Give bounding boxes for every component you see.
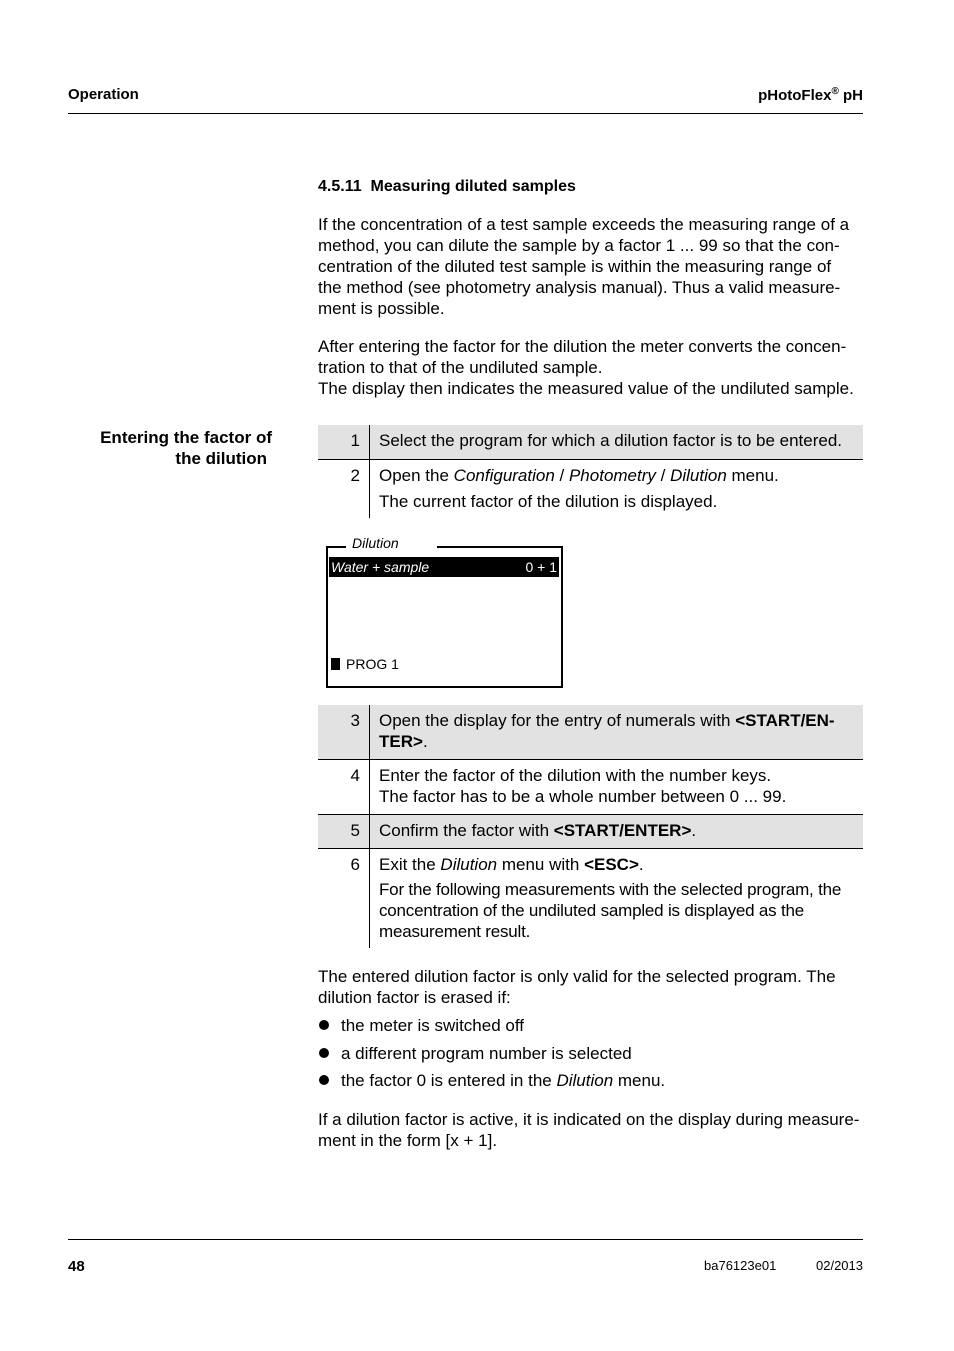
header-product-name: [758, 86, 863, 104]
text-line: dilution factor is erased if:: [318, 988, 511, 1007]
intro-paragraph-1: [318, 214, 849, 319]
step-number: 6: [318, 848, 370, 948]
header-rule: [68, 113, 863, 114]
bullet-icon: [319, 1075, 329, 1085]
step-text: [370, 459, 864, 518]
text-run: menu.: [613, 1071, 666, 1090]
program-label: PROG 1: [346, 656, 399, 672]
key-name: <START/EN-: [735, 711, 835, 730]
list-item-text: a different program number is selected: [341, 1043, 632, 1063]
header-section-label: Operation: [68, 86, 139, 103]
text-run: /: [554, 465, 569, 485]
bullet-icon: [319, 1048, 329, 1058]
step-text: [370, 814, 864, 848]
step-text: Select the program for which a dilution factor is to be entered.: [379, 431, 843, 450]
erase-conditions-list: [318, 1015, 665, 1098]
step-row: [318, 705, 863, 759]
active-factor-paragraph: [318, 1109, 859, 1151]
steps-table-b: [318, 705, 863, 948]
intro-paragraph-2: [318, 336, 854, 399]
step-text: [370, 848, 864, 948]
text-line: method, you can dilute the sample by a factor 1 ... 99 so that the con-: [318, 236, 840, 255]
list-item: [318, 1070, 665, 1098]
text-line: centration of the diluted test sample is within the measuring range of: [318, 257, 832, 276]
registered-mark: ®: [831, 86, 839, 97]
menu-name: Dilution: [670, 465, 727, 485]
dilution-display: [326, 535, 563, 688]
text-line: If the concentration of a test sample exceeds the measuring range of a: [318, 215, 850, 234]
step-number: 2: [318, 459, 370, 518]
text-run: Confirm the factor with: [379, 820, 554, 840]
text-run: .: [691, 820, 697, 840]
step-text: [370, 705, 864, 759]
text-run: /: [655, 465, 671, 485]
side-heading-line: the dilution: [175, 449, 267, 468]
footer-rule: [68, 1239, 863, 1240]
product-suffix: pH: [838, 87, 863, 104]
section-title: [318, 178, 576, 196]
section-title-text: Measuring diluted samples: [370, 178, 576, 195]
key-name: <START/ENTER>: [553, 820, 692, 840]
display-selected-row: [329, 557, 559, 577]
section-number: 4.5.11: [318, 178, 362, 195]
steps-table-a: [318, 425, 863, 518]
step-row: [318, 459, 863, 518]
document-id: ba76123e01: [704, 1258, 777, 1273]
display-program: [331, 656, 399, 672]
text-line: Enter the factor of the dilution with the number keys.: [379, 765, 772, 785]
step-subtext: The current factor of the dilution is displayed.: [379, 491, 718, 511]
step-subtext: [379, 879, 863, 942]
text-run: the factor 0 is entered in the: [341, 1071, 557, 1090]
text-line: measurement result.: [379, 921, 531, 941]
product-name: pHotoFlex: [758, 87, 832, 104]
validity-paragraph: [318, 966, 836, 1008]
side-heading: [67, 427, 272, 469]
menu-name: Photometry: [568, 465, 656, 485]
display-frame-top-left: [326, 546, 346, 548]
step-number: 4: [318, 759, 370, 814]
display-row-label: Water + sample: [331, 559, 430, 575]
step-number: 5: [318, 814, 370, 848]
step-row: [318, 814, 863, 848]
list-item: [318, 1043, 665, 1071]
list-item: [318, 1015, 665, 1043]
text-line: The entered dilution factor is only valid for the selected program. The: [318, 967, 836, 986]
text-line: The factor has to be a whole number between 0 ... 99.: [379, 786, 787, 806]
step-number: 1: [318, 425, 370, 459]
step-text: [370, 759, 864, 814]
text-run: Open the: [379, 465, 454, 485]
step-number: 3: [318, 705, 370, 759]
text-line: If a dilution factor is active, it is indicated on the display during measure-: [318, 1110, 860, 1129]
bullet-icon: [319, 1020, 329, 1030]
display-title: Dilution: [352, 535, 399, 551]
list-item-text: the meter is switched off: [341, 1016, 524, 1035]
document-date: 02/2013: [816, 1258, 863, 1273]
text-line: After entering the factor for the dilution the meter converts the concen-: [318, 337, 847, 356]
text-line: ment in the form [x + 1].: [318, 1131, 498, 1150]
key-name: TER>: [379, 732, 423, 751]
display-row-value: 0 + 1: [525, 559, 557, 575]
key-name: <ESC>: [584, 854, 639, 874]
menu-name: Dilution: [440, 854, 498, 874]
status-square-icon: [331, 658, 340, 670]
text-run: Open the display for the entry of numerals with: [379, 711, 736, 730]
step-row: [318, 759, 863, 814]
text-line: For the following measurements with the selected program, the: [379, 879, 842, 899]
text-line: the method (see photometry analysis manual). Thus a valid measure-: [318, 278, 841, 297]
text-run: .: [638, 854, 644, 874]
text-run: .: [422, 732, 428, 751]
text-line: ment is possible.: [318, 299, 445, 318]
page-number: 48: [68, 1258, 85, 1275]
menu-name: Configuration: [453, 465, 555, 485]
text-line: concentration of the undiluted sampled is displayed as the: [379, 900, 805, 920]
menu-name: Dilution: [556, 1071, 614, 1090]
text-line: tration to that of the undiluted sample.: [318, 358, 603, 377]
step-row: [318, 425, 863, 459]
side-heading-line: Entering the factor of: [100, 428, 272, 447]
text-run: menu.: [726, 465, 779, 485]
text-run: menu with: [497, 854, 585, 874]
text-run: Exit the: [379, 854, 441, 874]
step-row: [318, 848, 863, 948]
display-frame-top-right: [437, 546, 563, 548]
text-line: The display then indicates the measured value of the undiluted sample.: [318, 379, 854, 398]
